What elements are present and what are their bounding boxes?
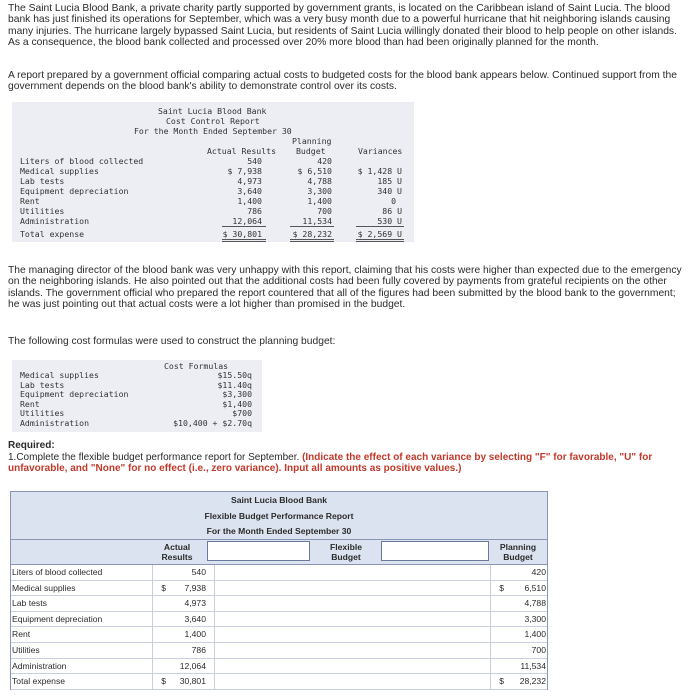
report-row-planning: 3,300 [307, 186, 332, 196]
formula-label: Utilities [20, 408, 65, 418]
variance-header-input[interactable] [381, 541, 489, 561]
col-actual-line1: Actual [163, 542, 191, 552]
report-row-label: Utilities [20, 206, 65, 216]
report-row-actual: 4,973 [237, 176, 262, 186]
formula-value: $10,400 + $2.70q [173, 418, 252, 428]
required-lead: 1.Complete the flexible budget performance report for September. [8, 451, 300, 463]
table-row [10, 565, 548, 581]
row-label: Medical supplies [12, 582, 76, 593]
row-label: Liters of blood collected [12, 567, 103, 577]
planning-value: 700 [531, 645, 546, 655]
actual-value: 3,640 [184, 613, 206, 624]
report-row-label: Lab tests [20, 176, 65, 186]
flexible-budget-report [10, 491, 548, 687]
report-row-planning: 11,534 [302, 216, 332, 226]
report-row-variance: 86 U [382, 206, 402, 216]
formula-value: $1,400 [222, 398, 252, 409]
required-heading: Required: [8, 440, 55, 451]
report-total-variance: $ 2,569 U [357, 229, 402, 239]
report-total-planning: $ 28,232 [292, 229, 332, 239]
report-row-variance: 185 U [377, 176, 402, 186]
planning-value: 1,400 [524, 629, 546, 640]
report-row-variance: 0 [391, 196, 396, 206]
variance-header-input[interactable] [207, 541, 310, 561]
table-row [10, 627, 548, 643]
grid-line [490, 565, 491, 690]
flex-title: Saint Lucia Blood Bank [231, 495, 327, 505]
grid-line [214, 565, 215, 690]
table-row [10, 643, 548, 659]
report-row-actual: 540 [247, 156, 262, 166]
flex-period: For the Month Ended September 30 [206, 526, 352, 536]
actual-value: 786 [191, 645, 206, 655]
report-row-label: Administration [20, 216, 90, 226]
planning-value: 4,788 [524, 598, 546, 609]
currency-symbol: $ [161, 582, 166, 593]
table-row [10, 581, 548, 597]
formula-label: Lab tests [20, 379, 65, 390]
formulas-title: Cost Formulas [164, 361, 229, 371]
required-instructions [8, 452, 688, 475]
intro-paragraph-1: The Saint Lucia Blood Bank, a private charity partly supported by government grants, is located on the Caribbean island of Saint Lucia. The blood bank has just finished its operations for September, which was a very busy month due to a powerful hurricane that hit neighboring islands causing many injuries. The hurricane largely bypassed Saint Lucia, but residents of Saint Lucia willingly donated their blood to help people on other islands. As a consequence, the blood bank collected and processed over 20% more blood than had been originally planned for the month. [8, 3, 677, 49]
col-flexible-line2: Budget [331, 552, 361, 562]
col-flexible-line1: Flexible [330, 542, 362, 552]
report-row-label: Rent [20, 196, 40, 206]
row-label: Total expense [12, 676, 66, 687]
report-total-actual: $ 30,801 [222, 229, 262, 239]
report-row-actual: $ 7,938 [227, 166, 262, 176]
formula-value: $3,300 [222, 389, 252, 399]
report-title: Saint Lucia Blood Bank [158, 106, 267, 116]
report-row-label: Equipment depreciation [20, 186, 129, 196]
actual-value: 4,973 [184, 598, 206, 609]
report-row-planning: 4,788 [307, 176, 332, 186]
cost-formulas [12, 360, 262, 432]
subtotal-rule [222, 226, 266, 227]
formula-label: Administration [20, 418, 90, 428]
formula-value: $15.50q [217, 370, 252, 380]
grid-line [547, 565, 548, 690]
report-row-variance: 340 U [377, 186, 402, 196]
formula-label: Rent [20, 398, 40, 409]
table-row [10, 612, 548, 628]
actual-value: 30,801 [179, 676, 206, 687]
formulas-intro: The following cost formulas were used to construct the planning budget: [8, 336, 336, 347]
report-row-label: Medical supplies [20, 166, 99, 176]
report-row-variance: $ 1,428 U [357, 166, 402, 176]
col-planning-line2: Budget [503, 552, 533, 562]
report-row-planning: 420 [317, 156, 332, 166]
flex-subtitle: Flexible Budget Performance Report [204, 511, 354, 521]
total-double-rule [290, 239, 334, 242]
formula-label: Equipment depreciation [20, 389, 129, 399]
report-total-label: Total expense [20, 229, 85, 239]
cost-control-report [12, 102, 414, 242]
director-paragraph: The managing director of the blood bank was very unhappy with this report, claiming that his costs were higher than expected due to the emergency on the neighboring islands. He also pointed out that the additional costs had been fully covered by payments from grateful recipients on the other islands. The government official who prepared the report countered that all of the figures had been submitted by the blood bank to the government; he was just pointing out that actual costs were a lot higher than promised in the budget. [8, 265, 682, 311]
total-double-rule [356, 239, 404, 242]
actual-value: 1,400 [184, 629, 206, 640]
currency-symbol: $ [499, 676, 504, 687]
grid-line [10, 565, 11, 690]
report-row-planning: 700 [317, 206, 332, 216]
col-planning-line1: Planning [292, 136, 332, 146]
col-planning-line1: Planning [499, 542, 537, 552]
formula-value: $11.40q [217, 379, 252, 390]
col-actual-results: Actual Results [207, 146, 277, 156]
actual-value: 540 [191, 567, 206, 577]
row-label: Equipment depreciation [12, 613, 103, 624]
required-section [8, 440, 688, 475]
planning-value: 6,510 [524, 582, 546, 593]
report-row-planning: $ 6,510 [297, 166, 332, 176]
actual-value: 7,938 [184, 582, 206, 593]
row-label: Lab tests [12, 598, 47, 609]
report-row-actual: 1,400 [237, 196, 262, 206]
row-label: Rent [12, 629, 31, 640]
report-row-variance: 530 U [377, 216, 402, 226]
subtotal-rule [356, 226, 404, 227]
report-row-planning: 1,400 [307, 196, 332, 206]
grid-line [152, 565, 153, 690]
row-label: Utilities [12, 645, 40, 655]
subtotal-rule [290, 226, 334, 227]
formula-value: $700 [232, 408, 252, 418]
actual-value: 12,064 [179, 660, 206, 671]
report-row-actual: 3,640 [237, 186, 262, 196]
required-note: (Indicate the effect of each variance by selecting "F" for favorable, "U" for unfavorable, and "None" for no effect (i.e., zero variance). Input all amounts as positive values.) [8, 451, 653, 474]
currency-symbol: $ [499, 582, 504, 593]
table-row [10, 674, 548, 690]
report-period: For the Month Ended September 30 [134, 126, 292, 136]
formula-label: Medical supplies [20, 370, 99, 380]
report-row-actual: 12,064 [232, 216, 262, 226]
planning-value: 11,534 [520, 660, 546, 671]
table-row [10, 659, 548, 675]
report-row-label: Liters of blood collected [20, 156, 144, 166]
intro-paragraph-2: A report prepared by a government official comparing actual costs to budgeted costs for the blood bank appears below. Continued support from the government depends on the blood bank's ability to demonstrate control over its costs. [8, 70, 677, 93]
currency-symbol: $ [161, 676, 166, 687]
report-row-actual: 786 [247, 206, 262, 216]
col-variances: Variances [358, 146, 403, 156]
planning-value: 28,232 [519, 676, 546, 687]
col-planning-line2: Budget [296, 146, 326, 156]
table-row [10, 596, 548, 612]
planning-value: 420 [531, 567, 546, 577]
total-double-rule [222, 239, 266, 242]
report-subtitle: Cost Control Report [166, 116, 260, 126]
col-actual-line2: Results [161, 552, 193, 562]
row-label: Administration [12, 660, 67, 671]
planning-value: 3,300 [524, 613, 546, 624]
